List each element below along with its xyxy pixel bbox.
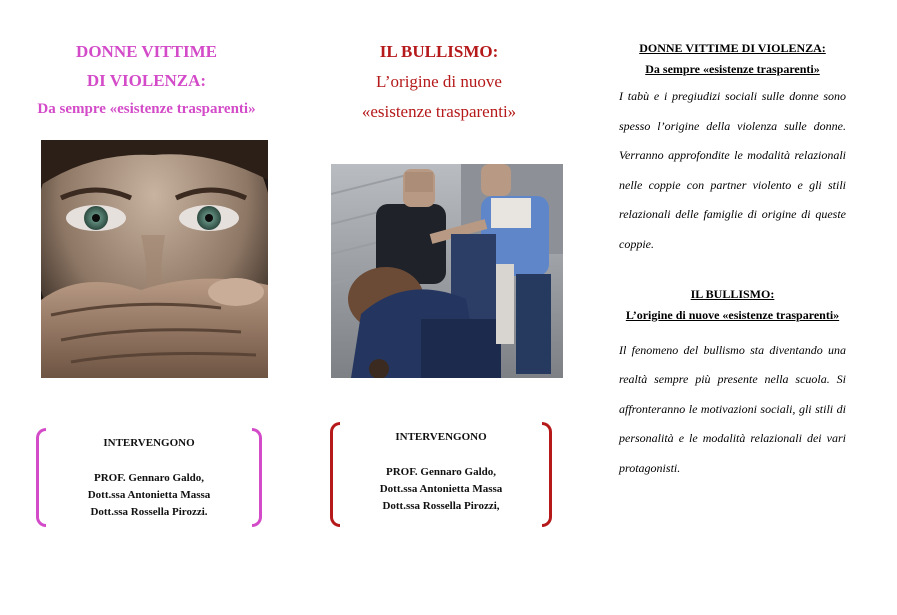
middle-title-line2: L’origine di nuove	[376, 72, 502, 91]
speaker-name: PROF. Gennaro Galdo,	[385, 466, 497, 478]
middle-speakers-box	[330, 422, 552, 527]
speaker-name: Dott.ssa Antonietta Massa	[379, 483, 503, 495]
section-subheading-violence: Da sempre «esistenze trasparenti»	[645, 62, 820, 76]
bullying-scene-photo	[331, 164, 563, 378]
middle-title-block	[318, 37, 560, 127]
speakers-heading: INTERVENGONO	[103, 437, 195, 449]
section-heading-violence: DONNE VITTIME DI VIOLENZA:	[639, 41, 826, 55]
section-heading-bullying: IL BULLISMO:	[690, 286, 775, 301]
right-bracket	[252, 428, 262, 527]
speaker-name: Dott.ssa Antonietta Massa	[87, 489, 211, 501]
speaker-name: Dott.ssa Rossella Pirozzi,	[382, 500, 500, 512]
left-title-line1: DONNE VITTIME	[76, 42, 217, 61]
left-title-line2: DI VIOLENZA:	[86, 71, 207, 90]
speakers-heading: INTERVENGONO	[395, 431, 487, 443]
bullying-description: Il fenomeno del bullismo sta diventando una realtà sempre più presente nella scuola. Si affronteranno le motivazioni sociali, gli stili di personalità e le modalità relazionali dei vari protagonisti.	[619, 342, 846, 475]
left-title-block	[20, 37, 273, 124]
left-bracket	[36, 428, 46, 527]
right-bracket	[542, 422, 552, 527]
violence-description: I tabù e i pregiudizi sociali sulle donne sono spesso l’origine della violenza sulle donne. Verranno approfondite le modalità relazionali nelle coppie con partner violento e gli stili relazionali delle famiglie di origine di queste coppie.	[619, 89, 846, 251]
speaker-name: Dott.ssa Rossella Pirozzi.	[90, 506, 208, 518]
woman-covered-mouth-photo	[41, 140, 268, 378]
middle-title-line1: IL BULLISMO:	[379, 42, 499, 61]
left-speakers-box	[36, 428, 262, 527]
speaker-name: PROF. Gennaro Galdo,	[93, 472, 205, 484]
left-bracket	[330, 422, 340, 527]
section-subheading-bullying: L’origine di nuove «esistenze trasparenti»	[625, 307, 840, 322]
middle-title-line3: «esistenze trasparenti»	[361, 102, 517, 121]
left-subtitle: Da sempre «esistenze trasparenti»	[37, 101, 256, 117]
right-text-column	[619, 38, 846, 484]
